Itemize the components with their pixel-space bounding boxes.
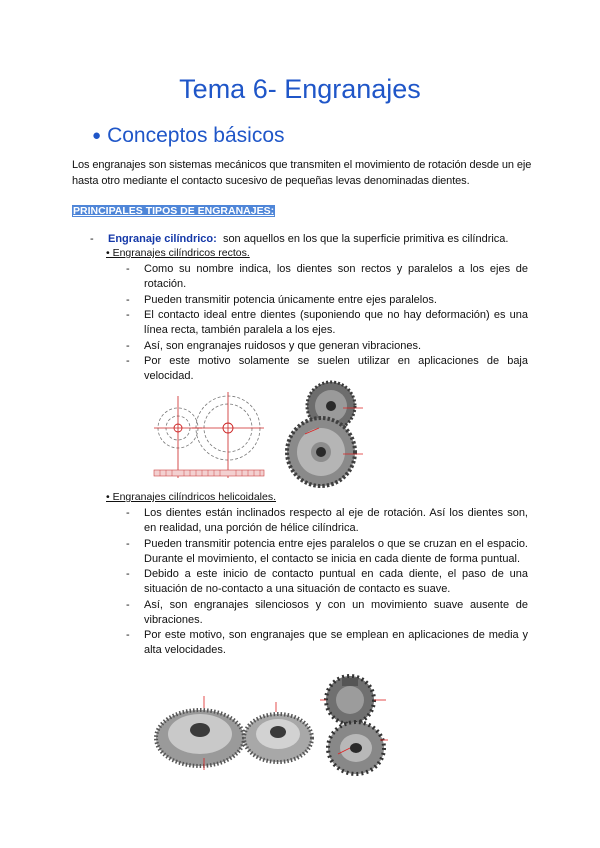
list-item: - Por este motivo, son engranajes que se emplean en aplicaciones de media y alta velocidades. [124,628,528,658]
types-heading: PRINCIPALES TIPOS DE ENGRANAJES: [73,205,275,217]
list-item: - Pueden transmitir potencia entre ejes paralelos o que se cruzan en el espacio. Durante el movimiento, el contacto se inicia en cada diente de forma puntual. [124,537,528,567]
list-item: - Así, son engranajes ruidosos y que generan vibraciones. [124,339,528,354]
bullet-icon: ● [92,127,102,144]
cylindrical-text: son aquellos en los que la superficie primitiva es cilíndrica. [222,233,509,245]
straight-list [124,262,528,385]
helical-subheading: • Engranajes cilíndricos helicoidales. [106,491,277,503]
list-item: - Los dientes están inclinados respecto al eje de rotación. Así los dientes son, en realidad, una porción de hélice cilíndrica. [124,506,528,536]
dash-marker: - [90,233,94,245]
intro-paragraph: Los engranajes son sistemas mecánicos que transmiten el movimiento de rotación desde un eje hasta otro mediante el contacto sucesivo de pequeñas levas denominadas dientes. [72,159,532,187]
helical-list [124,506,528,659]
spur-gears-photo [281,378,366,490]
straight-subheading: • Engranajes cilíndricos rectos. [106,247,250,259]
crossed-helical-gears-photo [320,670,390,778]
cylindrical-definition [90,233,508,245]
helical-gears-photo [152,694,317,772]
list-item: - El contacto ideal entre dientes (suponiendo que no hay deformación) es una línea recta, también paralela a los ejes. [124,308,528,338]
section-heading-text: Conceptos básicos [107,124,285,147]
list-item: - Como su nombre indica, los dientes son rectos y paralelos a los ejes de rotación. [124,262,528,292]
cylindrical-term: Engranaje cilíndrico: [108,233,217,245]
list-item: - Por este motivo solamente se suelen utilizar en aplicaciones de baja velocidad. [124,354,528,384]
page-title: Tema 6- Engranajes [179,74,421,104]
list-item: - Así, son engranajes silenciosos y con un movimiento suave ausente de vibraciones. [124,598,528,628]
spur-gear-diagram [152,388,267,484]
list-item: - Pueden transmitir potencia únicamente entre ejes paralelos. [124,293,528,308]
list-item: - Debido a este inicio de contacto puntual en cada diente, el paso de una situación de no-contacto a una situación de contacto es suave. [124,567,528,597]
section-heading [92,124,285,148]
